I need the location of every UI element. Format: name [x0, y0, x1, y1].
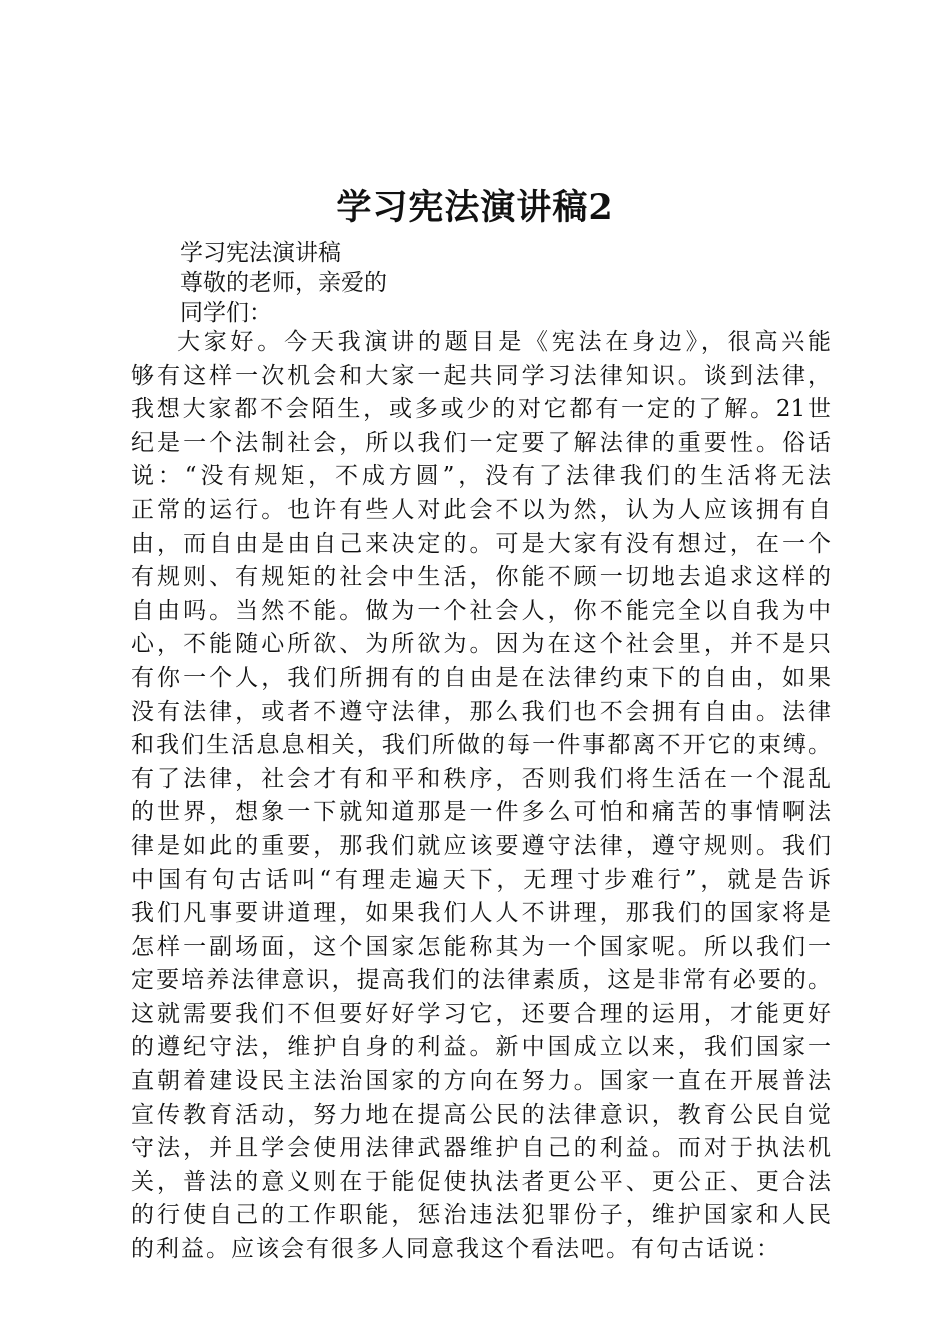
- body-line: 说：“没有规矩，不成方圆”，没有了法律我们的生活将无法: [131, 463, 831, 490]
- body-line: 和我们生活息息相关，我们所做的每一件事都离不开它的束缚。: [131, 732, 831, 759]
- body-line: 没有法律，或者不遵守法律，那么我们也不会拥有自由。法律: [131, 698, 831, 725]
- body-line: 心，不能随心所欲、为所欲为。因为在这个社会里，并不是只: [131, 631, 831, 658]
- body-line: 自由吗。当然不能。做为一个社会人，你不能完全以自我为中: [131, 597, 831, 624]
- body-line: 的利益。应该会有很多人同意我这个看法吧。有句古话说：: [131, 1236, 781, 1263]
- body-line: 定要培养法律意识，提高我们的法律素质，这是非常有必要的。: [131, 967, 831, 994]
- intro-line-heading: 学习宪法演讲稿: [180, 240, 341, 266]
- body-line: 够有这样一次机会和大家一起共同学习法律知识。谈到法律，: [131, 362, 831, 389]
- document-title: 学习宪法演讲稿2: [336, 187, 614, 228]
- body-line: 正常的运行。也许有些人对此会不以为然，认为人应该拥有自: [131, 496, 831, 523]
- body-line: 我想大家都不会陌生，或多或少的对它都有一定的了解。21世: [131, 396, 831, 423]
- body-line: 有了法律，社会才有和平和秩序，否则我们将生活在一个混乱: [131, 765, 831, 792]
- speech-body: [131, 326, 831, 1267]
- body-line: 关，普法的意义则在于能促使执法者更公平、更公正、更合法: [131, 1168, 831, 1195]
- body-line: 律是如此的重要，那我们就应该要遵守法律，遵守规则。我们: [131, 832, 831, 859]
- body-line: 大家好。今天我演讲的题目是《宪法在身边》，很高兴能: [177, 329, 831, 355]
- body-line: 直朝着建设民主法治国家的方向在努力。国家一直在开展普法: [131, 1068, 831, 1095]
- intro-line-salutation: 尊敬的老师，亲爱的: [180, 270, 387, 296]
- body-line: 的世界，想象一下就知道那是一件多么可怕和痛苦的事情啊法: [131, 799, 831, 826]
- body-line: 有你一个人，我们所拥有的自由是在法律约束下的自由，如果: [131, 664, 831, 691]
- body-line: 的行使自己的工作职能，惩治违法犯罪份子，维护国家和人民: [131, 1202, 831, 1229]
- body-line: 纪是一个法制社会，所以我们一定要了解法律的重要性。俗话: [131, 429, 831, 456]
- body-line: 怎样一副场面，这个国家怎能称其为一个国家呢。所以我们一: [131, 933, 831, 960]
- body-line: 我们凡事要讲道理，如果我们人人不讲理，那我们的国家将是: [131, 900, 831, 927]
- intro-line-audience: 同学们：: [180, 300, 272, 326]
- body-line: 这就需要我们不但要好好学习它，还要合理的运用，才能更好: [131, 1000, 831, 1027]
- body-line: 由，而自由是由自己来决定的。可是大家有没有想过，在一个: [131, 530, 831, 557]
- body-line: 有规则、有规矩的社会中生活，你能不顾一切地去追求这样的: [131, 564, 831, 591]
- body-line: 宣传教育活动，努力地在提高公民的法律意识，教育公民自觉: [131, 1101, 831, 1128]
- body-line: 中国有句古话叫“有理走遍天下，无理寸步难行”，就是告诉: [131, 866, 831, 893]
- body-line: 守法，并且学会使用法律武器维护自己的利益。而对于执法机: [131, 1135, 831, 1162]
- body-line: 的遵纪守法，维护自身的利益。新中国成立以来，我们国家一: [131, 1034, 831, 1061]
